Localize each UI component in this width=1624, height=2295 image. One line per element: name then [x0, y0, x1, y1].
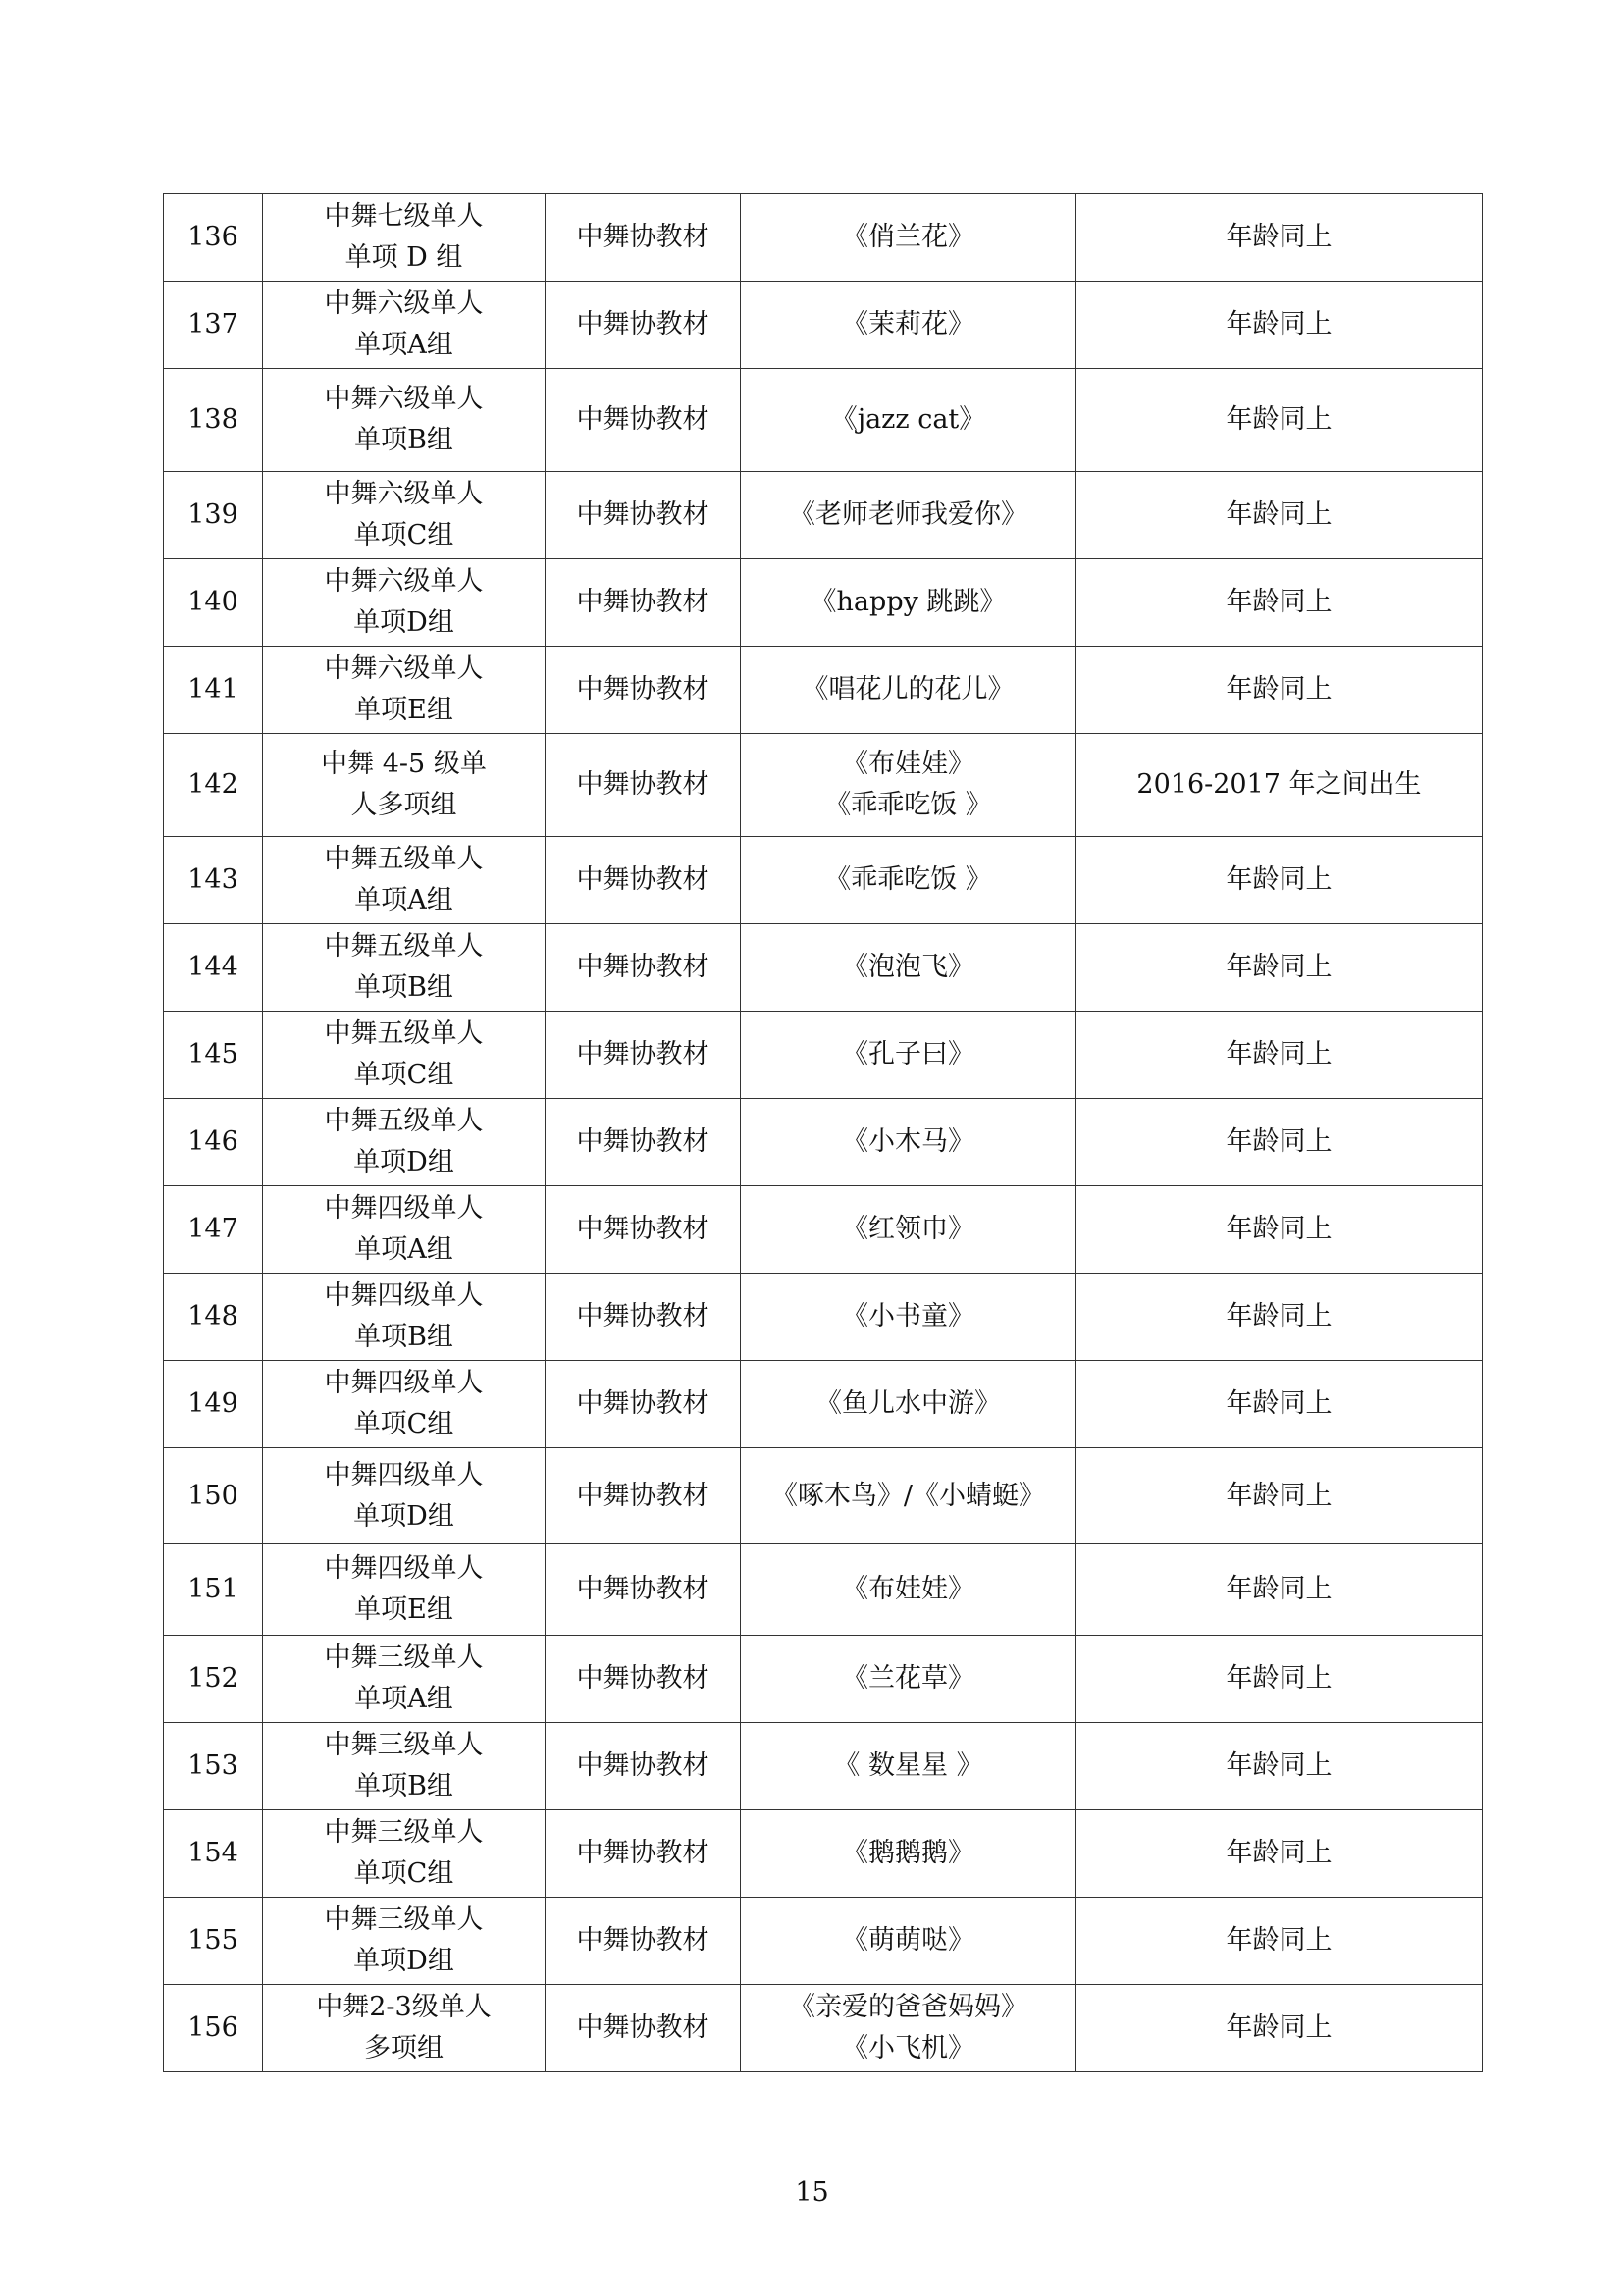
category-line-1: 中舞五级单人 — [324, 931, 484, 962]
row-number-cell — [164, 924, 263, 1012]
material-cell — [546, 194, 741, 282]
category-line-1: 中舞三级单人 — [324, 1817, 484, 1848]
category-line-1: 中舞四级单人 — [324, 1193, 484, 1224]
age-requirement: 2016-2017 年之间出生 — [1136, 769, 1422, 800]
material-cell — [546, 472, 741, 559]
age-requirement: 年龄同上 — [1226, 1039, 1333, 1069]
material-cell — [546, 1985, 741, 2072]
table-row — [164, 1723, 1483, 1810]
age-requirement: 年龄同上 — [1226, 952, 1333, 982]
table-body — [164, 194, 1483, 2072]
piece-title-cell — [741, 1636, 1076, 1723]
age-requirement-cell — [1076, 837, 1483, 924]
piece-title-line-1: 《鱼儿水中游》 — [815, 1388, 1001, 1419]
row-number-cell — [164, 837, 263, 924]
table-row — [164, 282, 1483, 369]
category-line-2: 单项D组 — [353, 1500, 454, 1532]
row-number-cell — [164, 472, 263, 559]
table-row — [164, 1186, 1483, 1274]
category-line-2: 单项B组 — [354, 1322, 453, 1352]
row-number-cell — [164, 559, 263, 647]
material-text: 中舞协教材 — [576, 309, 709, 339]
material-cell — [546, 647, 741, 734]
material-text: 中舞协教材 — [576, 674, 709, 704]
material-cell — [546, 559, 741, 647]
material-cell — [546, 1361, 741, 1448]
piece-title-line-1: 《孔子曰》 — [842, 1039, 974, 1069]
material-cell — [546, 1448, 741, 1544]
row-number: 141 — [187, 674, 238, 704]
category-cell — [263, 369, 546, 472]
piece-title-line-2: 《乖乖吃饭 》 — [824, 790, 992, 820]
age-requirement-cell — [1076, 1985, 1483, 2072]
piece-title-cell — [741, 1012, 1076, 1099]
material-text: 中舞协教材 — [576, 1301, 709, 1331]
age-requirement-cell — [1076, 1544, 1483, 1636]
material-text: 中舞协教材 — [576, 1574, 709, 1604]
material-text: 中舞协教材 — [576, 1663, 709, 1694]
row-number: 156 — [187, 2012, 238, 2043]
material-cell — [546, 1274, 741, 1361]
row-number-cell — [164, 1723, 263, 1810]
table-row — [164, 1361, 1483, 1448]
age-requirement: 年龄同上 — [1226, 674, 1333, 704]
table-row — [164, 837, 1483, 924]
category-line-1: 中舞五级单人 — [324, 1106, 484, 1136]
age-requirement-cell — [1076, 1636, 1483, 1723]
piece-title-line-2: 《小飞机》 — [842, 2033, 974, 2063]
category-line-2: 多项组 — [364, 2033, 444, 2063]
piece-title-cell — [741, 1186, 1076, 1274]
piece-title-cell — [741, 194, 1076, 282]
table-row — [164, 559, 1483, 647]
age-requirement: 年龄同上 — [1226, 1301, 1333, 1331]
table-row — [164, 1898, 1483, 1985]
category-line-1: 中舞六级单人 — [324, 653, 484, 684]
piece-title-cell — [741, 1898, 1076, 1985]
piece-title-line-1: 《乖乖吃饭 》 — [824, 864, 992, 895]
table-row — [164, 472, 1483, 559]
material-cell — [546, 734, 741, 837]
piece-title-line-1: 《兰花草》 — [842, 1663, 974, 1694]
material-text: 中舞协教材 — [576, 1126, 709, 1157]
age-requirement: 年龄同上 — [1226, 1838, 1333, 1868]
category-line-2: 单项E组 — [354, 695, 453, 725]
row-number-cell — [164, 1544, 263, 1636]
age-requirement-cell — [1076, 1723, 1483, 1810]
category-cell — [263, 1186, 546, 1274]
category-line-1: 中舞三级单人 — [324, 1904, 484, 1935]
category-line-1: 中舞六级单人 — [324, 384, 484, 414]
material-text: 中舞协教材 — [576, 864, 709, 895]
age-requirement: 年龄同上 — [1226, 2012, 1333, 2043]
category-line-2: 单项D组 — [353, 1147, 454, 1177]
row-number: 139 — [187, 499, 238, 530]
piece-title-cell — [741, 1985, 1076, 2072]
material-text: 中舞协教材 — [576, 1039, 709, 1069]
category-line-2: 单项D组 — [353, 607, 454, 638]
age-requirement: 年龄同上 — [1226, 1214, 1333, 1244]
material-text: 中舞协教材 — [576, 2012, 709, 2043]
piece-title-cell — [741, 1099, 1076, 1186]
category-cell — [263, 282, 546, 369]
table-row — [164, 1012, 1483, 1099]
material-cell — [546, 837, 741, 924]
row-number: 143 — [187, 864, 238, 895]
row-number-cell — [164, 647, 263, 734]
material-cell — [546, 1810, 741, 1898]
row-number: 147 — [187, 1214, 238, 1244]
row-number-cell — [164, 369, 263, 472]
table-row — [164, 734, 1483, 837]
category-cell — [263, 1361, 546, 1448]
age-requirement-cell — [1076, 1448, 1483, 1544]
row-number: 138 — [187, 404, 238, 435]
category-line-1: 中舞七级单人 — [324, 201, 484, 232]
piece-title-line-1: 《红领巾》 — [842, 1214, 974, 1244]
row-number: 150 — [187, 1480, 238, 1511]
row-number-cell — [164, 1274, 263, 1361]
table-row — [164, 924, 1483, 1012]
category-line-1: 中舞 4-5 级单 — [321, 749, 487, 779]
material-text: 中舞协教材 — [576, 499, 709, 530]
category-cell — [263, 1448, 546, 1544]
category-cell — [263, 647, 546, 734]
material-cell — [546, 924, 741, 1012]
age-requirement: 年龄同上 — [1226, 222, 1333, 252]
age-requirement-cell — [1076, 924, 1483, 1012]
category-line-1: 中舞四级单人 — [324, 1368, 484, 1398]
category-line-2: 单项E组 — [354, 1594, 453, 1625]
age-requirement: 年龄同上 — [1226, 1388, 1333, 1419]
category-line-2: 单项A组 — [354, 885, 453, 915]
piece-title-cell — [741, 559, 1076, 647]
material-cell — [546, 1012, 741, 1099]
age-requirement-cell — [1076, 1810, 1483, 1898]
row-number: 148 — [187, 1301, 238, 1331]
material-text: 中舞协教材 — [576, 952, 709, 982]
piece-title-cell — [741, 837, 1076, 924]
material-cell — [546, 1186, 741, 1274]
age-requirement: 年龄同上 — [1226, 864, 1333, 895]
piece-title-cell — [741, 1274, 1076, 1361]
piece-title-line-1: 《泡泡飞》 — [842, 952, 974, 982]
category-line-1: 中舞六级单人 — [324, 288, 484, 319]
category-line-2: 单项C组 — [353, 1409, 454, 1439]
table-row — [164, 1099, 1483, 1186]
category-cell — [263, 1898, 546, 1985]
category-cell — [263, 1274, 546, 1361]
material-text: 中舞协教材 — [576, 1480, 709, 1511]
row-number-cell — [164, 1898, 263, 1985]
piece-title-line-1: 《布娃娃》 — [842, 1574, 974, 1604]
age-requirement: 年龄同上 — [1226, 1663, 1333, 1694]
age-requirement-cell — [1076, 559, 1483, 647]
table-row — [164, 1810, 1483, 1898]
row-number: 140 — [187, 587, 238, 617]
category-line-1: 中舞四级单人 — [324, 1459, 484, 1490]
age-requirement-cell — [1076, 1099, 1483, 1186]
age-requirement: 年龄同上 — [1226, 587, 1333, 617]
material-cell — [546, 1898, 741, 1985]
row-number: 144 — [187, 952, 238, 982]
row-number: 151 — [187, 1574, 238, 1604]
piece-title-cell — [741, 1544, 1076, 1636]
category-cell — [263, 1099, 546, 1186]
material-cell — [546, 1636, 741, 1723]
category-cell — [263, 1985, 546, 2072]
age-requirement: 年龄同上 — [1226, 1480, 1333, 1511]
category-line-1: 中舞六级单人 — [324, 566, 484, 597]
category-line-2: 单项B组 — [354, 1771, 453, 1801]
category-line-2: 单项B组 — [354, 425, 453, 455]
table-row — [164, 1448, 1483, 1544]
piece-title-line-1: 《小木马》 — [842, 1126, 974, 1157]
age-requirement-cell — [1076, 1898, 1483, 1985]
category-line-2: 单项D组 — [353, 1946, 454, 1976]
row-number-cell — [164, 1186, 263, 1274]
row-number-cell — [164, 1985, 263, 2072]
age-requirement-cell — [1076, 194, 1483, 282]
age-requirement-cell — [1076, 647, 1483, 734]
table-row — [164, 1985, 1483, 2072]
row-number: 142 — [187, 769, 238, 800]
row-number: 153 — [187, 1750, 238, 1781]
category-line-1: 中舞2-3级单人 — [316, 1992, 492, 2022]
piece-title-cell — [741, 647, 1076, 734]
category-cell — [263, 924, 546, 1012]
category-cell — [263, 194, 546, 282]
table-row — [164, 1274, 1483, 1361]
piece-title-line-1: 《唱花儿的花儿》 — [802, 674, 1015, 704]
piece-title-cell — [741, 924, 1076, 1012]
piece-title-cell — [741, 472, 1076, 559]
row-number: 145 — [187, 1039, 238, 1069]
piece-title-line-1: 《 数星星 》 — [833, 1750, 983, 1781]
piece-title-line-1: 《亲爱的爸爸妈妈》 — [789, 1992, 1027, 2022]
row-number-cell — [164, 1012, 263, 1099]
piece-title-line-1: 《小书童》 — [842, 1301, 974, 1331]
piece-title-line-1: 《happy 跳跳》 — [810, 587, 1007, 617]
category-line-2: 单项A组 — [354, 1234, 453, 1265]
age-requirement: 年龄同上 — [1226, 404, 1333, 435]
piece-title-cell — [741, 1810, 1076, 1898]
row-number: 154 — [187, 1838, 238, 1868]
age-requirement: 年龄同上 — [1226, 1574, 1333, 1604]
table-row — [164, 647, 1483, 734]
age-requirement-cell — [1076, 282, 1483, 369]
row-number-cell — [164, 734, 263, 837]
piece-title-cell — [741, 282, 1076, 369]
age-requirement: 年龄同上 — [1226, 1925, 1333, 1956]
material-text: 中舞协教材 — [576, 769, 709, 800]
material-cell — [546, 1544, 741, 1636]
age-requirement: 年龄同上 — [1226, 499, 1333, 530]
piece-title-line-1: 《布娃娃》 — [842, 749, 974, 779]
category-line-1: 中舞五级单人 — [324, 1018, 484, 1049]
category-line-1: 中舞三级单人 — [324, 1730, 484, 1760]
category-line-2: 人多项组 — [350, 790, 457, 820]
row-number: 152 — [187, 1663, 238, 1694]
category-line-2: 单项 D 组 — [344, 242, 463, 273]
category-cell — [263, 559, 546, 647]
category-cell — [263, 1544, 546, 1636]
category-line-2: 单项A组 — [354, 1684, 453, 1714]
piece-title-line-1: 《茉莉花》 — [842, 309, 974, 339]
category-line-2: 单项A组 — [354, 330, 453, 360]
age-requirement-cell — [1076, 1012, 1483, 1099]
age-requirement: 年龄同上 — [1226, 309, 1333, 339]
material-text: 中舞协教材 — [576, 1838, 709, 1868]
category-cell — [263, 837, 546, 924]
category-line-2: 单项C组 — [353, 520, 454, 550]
category-cell — [263, 1012, 546, 1099]
row-number-cell — [164, 1636, 263, 1723]
category-line-1: 中舞六级单人 — [324, 479, 484, 509]
row-number: 155 — [187, 1925, 238, 1956]
material-text: 中舞协教材 — [576, 1750, 709, 1781]
category-line-2: 单项C组 — [353, 1858, 454, 1889]
age-requirement-cell — [1076, 1274, 1483, 1361]
material-cell — [546, 1723, 741, 1810]
row-number: 146 — [187, 1126, 238, 1157]
piece-title-line-1: 《俏兰花》 — [842, 222, 974, 252]
material-text: 中舞协教材 — [576, 222, 709, 252]
material-text: 中舞协教材 — [576, 587, 709, 617]
material-text: 中舞协教材 — [576, 1388, 709, 1419]
piece-title-line-1: 《jazz cat》 — [830, 404, 986, 435]
category-cell — [263, 734, 546, 837]
row-number-cell — [164, 1099, 263, 1186]
table-row — [164, 194, 1483, 282]
category-cell — [263, 1723, 546, 1810]
age-requirement: 年龄同上 — [1226, 1126, 1333, 1157]
category-line-2: 单项B组 — [354, 972, 453, 1003]
category-line-1: 中舞五级单人 — [324, 844, 484, 874]
piece-title-line-1: 《老师老师我爱你》 — [789, 499, 1027, 530]
row-number: 137 — [187, 309, 238, 339]
page-number: 15 — [795, 2177, 829, 2208]
age-requirement-cell — [1076, 734, 1483, 837]
row-number-cell — [164, 1810, 263, 1898]
table-row — [164, 1544, 1483, 1636]
piece-title-line-1: 《萌萌哒》 — [842, 1925, 974, 1956]
material-text: 中舞协教材 — [576, 1925, 709, 1956]
category-line-1: 中舞四级单人 — [324, 1280, 484, 1311]
row-number-cell — [164, 282, 263, 369]
piece-title-cell — [741, 1361, 1076, 1448]
category-line-1: 中舞四级单人 — [324, 1553, 484, 1584]
age-requirement-cell — [1076, 1361, 1483, 1448]
category-line-2: 单项C组 — [353, 1060, 454, 1090]
age-requirement-cell — [1076, 369, 1483, 472]
age-requirement-cell — [1076, 1186, 1483, 1274]
piece-title-cell — [741, 1448, 1076, 1544]
category-cell — [263, 472, 546, 559]
piece-title-cell — [741, 1723, 1076, 1810]
category-line-1: 中舞三级单人 — [324, 1643, 484, 1673]
row-number-cell — [164, 1448, 263, 1544]
table-row — [164, 369, 1483, 472]
category-cell — [263, 1636, 546, 1723]
competition-table — [163, 193, 1483, 2072]
piece-title-cell — [741, 369, 1076, 472]
material-text: 中舞协教材 — [576, 1214, 709, 1244]
category-cell — [263, 1810, 546, 1898]
row-number-cell — [164, 1361, 263, 1448]
age-requirement-cell — [1076, 472, 1483, 559]
material-cell — [546, 282, 741, 369]
age-requirement: 年龄同上 — [1226, 1750, 1333, 1781]
piece-title-line-1: 《鹅鹅鹅》 — [842, 1838, 974, 1868]
material-cell — [546, 1099, 741, 1186]
piece-title-cell — [741, 734, 1076, 837]
material-cell — [546, 369, 741, 472]
material-text: 中舞协教材 — [576, 404, 709, 435]
row-number: 136 — [187, 222, 238, 252]
row-number: 149 — [187, 1388, 238, 1419]
row-number-cell — [164, 194, 263, 282]
piece-title-line-1: 《啄木鸟》/《小蜻蜓》 — [770, 1480, 1046, 1511]
table-row — [164, 1636, 1483, 1723]
